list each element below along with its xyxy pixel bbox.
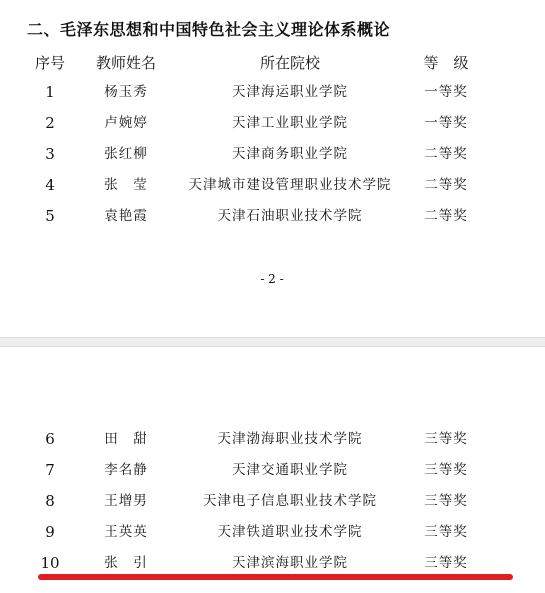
row-level: 一等奖 [424, 115, 468, 131]
header-level: 等 级 [423, 54, 469, 72]
page-break [0, 337, 545, 347]
table-row [0, 173, 545, 197]
page-number: - 2 - [260, 272, 284, 286]
table-row [0, 427, 545, 451]
table-row [0, 520, 545, 544]
row-level: 三等奖 [424, 524, 468, 540]
table-row [0, 458, 545, 482]
row-no: 2 [45, 114, 55, 132]
row-school: 天津交通职业学院 [232, 462, 348, 478]
table-row [0, 80, 545, 104]
row-level: 三等奖 [424, 493, 468, 509]
row-name: 袁艳霞 [104, 208, 148, 224]
row-level: 二等奖 [424, 208, 468, 224]
table-row [0, 111, 545, 135]
row-level: 一等奖 [424, 84, 468, 100]
row-name: 张红柳 [104, 146, 148, 162]
row-school: 天津滨海职业学院 [232, 555, 348, 571]
row-no: 4 [45, 176, 55, 194]
row-name: 卢婉婷 [104, 115, 148, 131]
header-name: 教师姓名 [95, 54, 157, 72]
row-no: 8 [45, 492, 55, 510]
row-level: 三等奖 [424, 555, 468, 571]
row-school: 天津城市建设管理职业技术学院 [188, 177, 392, 193]
row-school: 天津商务职业学院 [232, 146, 348, 162]
row-no: 7 [45, 461, 55, 479]
row-no: 5 [45, 207, 55, 225]
row-name: 张 莹 [104, 177, 148, 193]
table-row [0, 204, 545, 228]
row-school: 天津铁道职业技术学院 [217, 524, 363, 540]
row-no: 10 [40, 554, 60, 572]
row-no: 3 [45, 145, 55, 163]
row-name: 王增男 [104, 493, 148, 509]
row-level: 三等奖 [424, 462, 468, 478]
row-school: 天津石油职业技术学院 [217, 208, 363, 224]
table-row [0, 551, 545, 575]
row-name: 张 引 [104, 555, 148, 571]
row-name: 王英英 [104, 524, 148, 540]
row-no: 1 [45, 83, 55, 101]
header-no: 序号 [34, 54, 66, 72]
document-page-3 [0, 347, 545, 593]
row-name: 杨玉秀 [104, 84, 148, 100]
header-school: 所在院校 [259, 54, 321, 72]
section-title: 二、毛泽东思想和中国特色社会主义理论体系概论 [27, 20, 391, 39]
row-level: 二等奖 [424, 177, 468, 193]
row-school: 天津工业职业学院 [232, 115, 348, 131]
row-school: 天津海运职业学院 [232, 84, 348, 100]
red-underline-annotation [38, 574, 513, 580]
row-no: 9 [45, 523, 55, 541]
row-school: 天津电子信息职业技术学院 [203, 493, 377, 509]
row-level: 三等奖 [424, 431, 468, 447]
row-level: 二等奖 [424, 146, 468, 162]
row-name: 田 甜 [104, 431, 148, 447]
row-no: 6 [45, 430, 55, 448]
row-name: 李名静 [104, 462, 148, 478]
table-row [0, 142, 545, 166]
row-school: 天津渤海职业技术学院 [217, 431, 363, 447]
table-row [0, 489, 545, 513]
